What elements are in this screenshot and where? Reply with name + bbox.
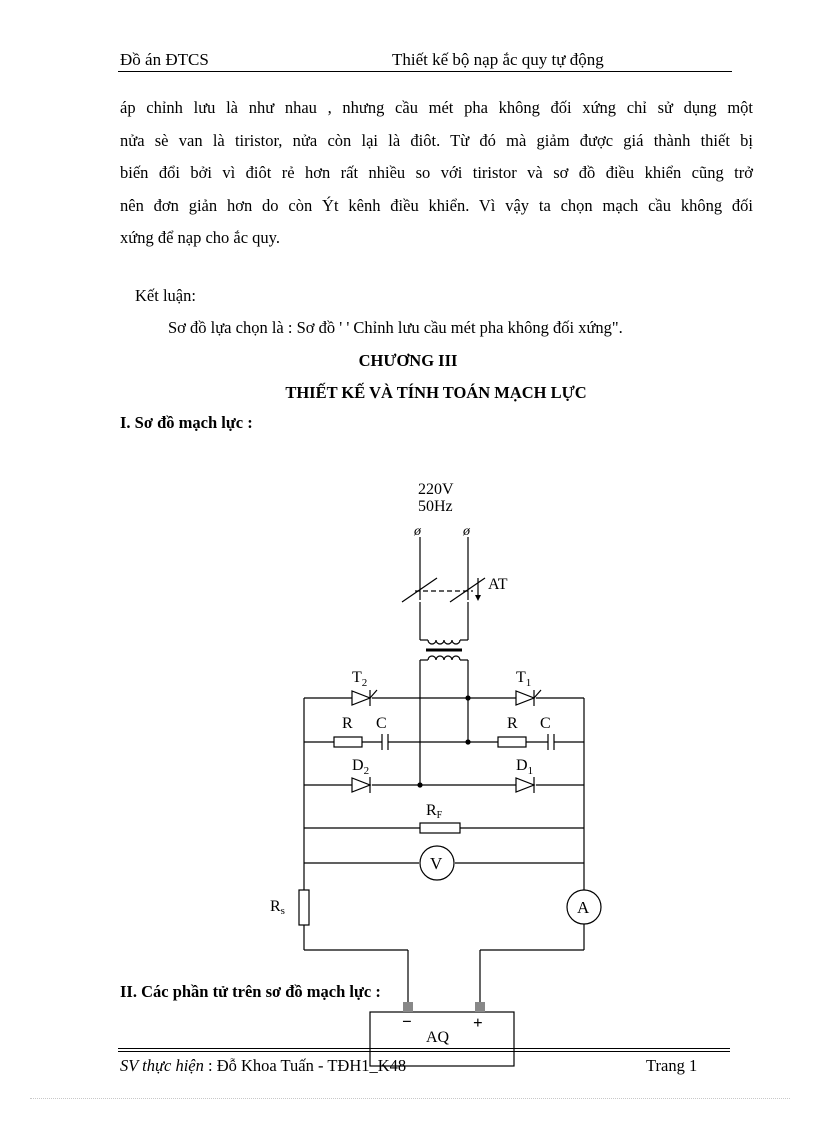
capacitor-label-left: C bbox=[376, 715, 387, 732]
terminal-symbol-right: ø bbox=[463, 524, 470, 539]
footer-divider-bottom bbox=[118, 1051, 730, 1052]
shunt-resistor-symbol bbox=[299, 890, 309, 925]
thyristor-t2-label: $T_2$ bbox=[352, 669, 368, 689]
diode-d2-label: $D_2$ bbox=[352, 757, 370, 777]
page-edge bbox=[30, 1098, 790, 1099]
feedback-resistor-symbol bbox=[420, 823, 460, 833]
paragraph-line: xứng để nạp cho ắc quy. bbox=[120, 228, 280, 247]
chapter-heading: CHƯƠNG III bbox=[358, 351, 458, 370]
section-heading-2: II. Các phần tử trên sơ đồ mạch lực : bbox=[120, 982, 381, 1001]
transformer-symbol bbox=[420, 640, 468, 660]
diode-d2-symbol bbox=[352, 777, 370, 793]
chapter-title: THIẾT KẾ VÀ TÍNH TOÁN MẠCH LỰC bbox=[285, 383, 587, 402]
footer-divider-top bbox=[118, 1048, 730, 1049]
supply-voltage-label: 220V bbox=[418, 481, 454, 498]
header-document-title: Đồ án ĐTCS bbox=[120, 50, 209, 69]
circuit-breaker-symbol bbox=[402, 578, 485, 640]
battery-plus-sign: + bbox=[473, 1013, 483, 1032]
header-project-title: Thiết kế bộ nạp ắc quy tự động bbox=[392, 50, 604, 69]
paragraph-line: áp chỉnh lưu là như nhau , nhưng cầu mét pha không đối xứng chỉ sử dụng một bbox=[120, 98, 753, 117]
paragraph-line: nửa sè van là tiristor, nửa còn lại là điôt. Từ đó mà giảm được giá thành thiết bị bbox=[120, 130, 753, 150]
supply-frequency-label: 50Hz bbox=[418, 498, 453, 515]
footer-author-name: : Đỗ Khoa Tuấn - TĐH1_K48 bbox=[207, 1056, 407, 1075]
section-heading-1: I. Sơ đồ mạch lực : bbox=[120, 413, 253, 432]
voltmeter-label: V bbox=[430, 854, 443, 873]
paragraph-line: nên đơn giản hơn do còn Ýt kênh điều khiển. Vì vậy ta chọn mạch cầu không đối bbox=[120, 195, 753, 215]
diode-d1-label: $D_1$ bbox=[516, 757, 534, 777]
ammeter-label: A bbox=[577, 898, 590, 917]
paragraph-line: biến đổi bởi vì điôt rẻ hơn rất nhiều so với tiristor và sơ đồ điều khiển cũng trở bbox=[120, 163, 753, 182]
diode-d1-symbol bbox=[516, 777, 534, 793]
capacitor-label-right: C bbox=[540, 715, 551, 732]
selection-statement: Sơ đồ lựa chọn là : Sơ đồ ' ' Chỉnh lưu cầu mét pha không đối xứng". bbox=[168, 318, 623, 337]
snubber-resistor-right bbox=[498, 737, 526, 747]
breaker-arrow-icon bbox=[475, 595, 481, 601]
footer-page-number: Trang 1 bbox=[646, 1056, 698, 1075]
feedback-resistor-label: RF bbox=[426, 802, 443, 821]
terminal-symbol-left: ø bbox=[414, 524, 421, 539]
resistor-label-right: R bbox=[507, 715, 518, 732]
conclusion-label: Kết luận: bbox=[135, 286, 196, 305]
resistor-label-left: R bbox=[342, 715, 353, 732]
thyristor-t1-label: $T_1$ bbox=[516, 669, 532, 689]
battery-positive-terminal bbox=[475, 1002, 485, 1012]
battery-negative-terminal bbox=[403, 1002, 413, 1012]
footer-author-label: SV thực hiện bbox=[120, 1056, 204, 1075]
breaker-label: AT bbox=[488, 576, 508, 593]
battery-minus-sign: − bbox=[402, 1012, 412, 1031]
battery-label: AQ bbox=[426, 1029, 450, 1046]
snubber-resistor-left bbox=[334, 737, 362, 747]
footer-author bbox=[120, 1056, 406, 1076]
shunt-resistor-label: Rs bbox=[270, 898, 285, 917]
